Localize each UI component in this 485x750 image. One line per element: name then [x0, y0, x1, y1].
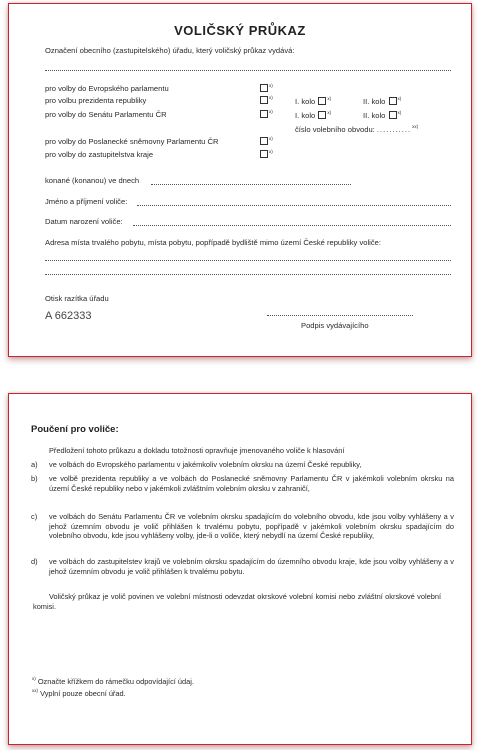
election-chamber-checkbox[interactable]: x): [259, 136, 273, 146]
president-round2[interactable]: II. kolo $^{x)}$: [363, 96, 402, 106]
item-text: ve volbě prezidenta republiky a ve volbách do Poslanecké sněmovny Parlamentu ČR v jakémkoli volebním okrsku na území České republiky nebo v jakémkoli zvláštním volebním okrsku v zahraničí,: [49, 474, 454, 493]
president-round1[interactable]: I. kolo $^{x)}$: [295, 96, 332, 106]
election-ep-checkbox[interactable]: x): [259, 83, 273, 93]
voter-name-label: Jméno a příjmení voliče:: [45, 197, 128, 206]
item-text: ve volbách do zastupitelstev krajů ve volebním okrsku spadajícím do územního obvodu kraje, kde jsou volby vyhlášeny a v jehož územním obvodu je volič přihlášen k trvalému pobytu.: [49, 557, 454, 576]
issuing-office-line: [45, 70, 451, 71]
election-region-label: pro volby do zastupitelstva kraje: [45, 150, 154, 159]
voter-card-front: [8, 3, 472, 357]
election-ep-label: pro volby do Evropského parlamentu: [45, 84, 169, 93]
stamp-label: Otisk razítka úřadu: [45, 294, 109, 303]
senate-round2[interactable]: II. kolo $^{x)}$: [363, 110, 402, 120]
election-senate-checkbox[interactable]: x): [259, 109, 273, 119]
district-number-field[interactable]: číslo volebního obvodu: ...........$^{xx)}$: [295, 124, 419, 134]
item-text: ve volbách do Senátu Parlamentu ČR ve volebním okrsku spadajícím do volebního obvodu, kde jsou volby vyhlášeny a v jehož územním obvodu je volič přihlášen k trvalému pobytu, popřípadě v jakémkoli volebním okrsku spadajícím do volebního obvodu, kde jsou vyhlášeny volby, jde-li o voliče, který nebydlí na území České republiky,: [49, 512, 454, 541]
item-label: c): [31, 512, 38, 521]
election-president-checkbox[interactable]: x): [259, 95, 273, 105]
signature-line[interactable]: [267, 315, 413, 316]
card-title: VOLIČSKÝ PRŮKAZ: [174, 23, 306, 38]
closing-note: Voličský průkaz je volič povinen ve volební místnosti odevzdat okrskové volební komisi nebo zvláštní okrskové volební komisi.: [33, 592, 441, 611]
address-line-1[interactable]: [45, 260, 451, 261]
instructions-heading: Poučení pro voliče:: [31, 424, 119, 435]
held-dates-label: konané (konanou) ve dnech: [45, 176, 140, 185]
instructions-intro: Předložení tohoto průkazu a dokladu totožnosti opravňuje jmenovaného voliče k hlasování: [49, 446, 345, 455]
footnote-x: $^{x)}$ Označte křížkem do rámečku odpovídající údaj.: [32, 676, 194, 686]
serial-number: A 662333: [45, 310, 92, 322]
held-dates-line[interactable]: [151, 184, 351, 185]
birth-date-label: Datum narození voliče:: [45, 217, 123, 226]
election-senate-label: pro volby do Senátu Parlamentu ČR: [45, 110, 167, 119]
election-chamber-label: pro volby do Poslanecké sněmovny Parlamentu ČR: [45, 137, 219, 146]
footnote-xx: $^{xx)}$ Vyplní pouze obecní úřad.: [32, 688, 126, 698]
senate-round1[interactable]: I. kolo $^{x)}$: [295, 110, 332, 120]
address-label: Adresa místa trvalého pobytu, místa pobytu, popřípadě bydliště mimo území České republiky voliče:: [45, 238, 381, 247]
election-region-checkbox[interactable]: x): [259, 149, 273, 159]
address-line-2[interactable]: [45, 274, 451, 275]
item-text: ve volbách do Evropského parlamentu v jakémkoliv volebním okrsku na území České republiky,: [49, 460, 362, 469]
item-label: d): [31, 557, 38, 566]
voter-name-line[interactable]: [137, 205, 451, 206]
voter-card-back: [8, 393, 472, 745]
election-president-label: pro volbu prezidenta republiky: [45, 96, 147, 105]
signature-label: Podpis vydávajícího: [301, 321, 369, 330]
issuing-office-label: Označení obecního (zastupitelského) úřadu, který voličský průkaz vydává:: [45, 46, 295, 55]
item-label: a): [31, 460, 38, 469]
item-label: b): [31, 474, 38, 483]
birth-date-line[interactable]: [133, 225, 451, 226]
